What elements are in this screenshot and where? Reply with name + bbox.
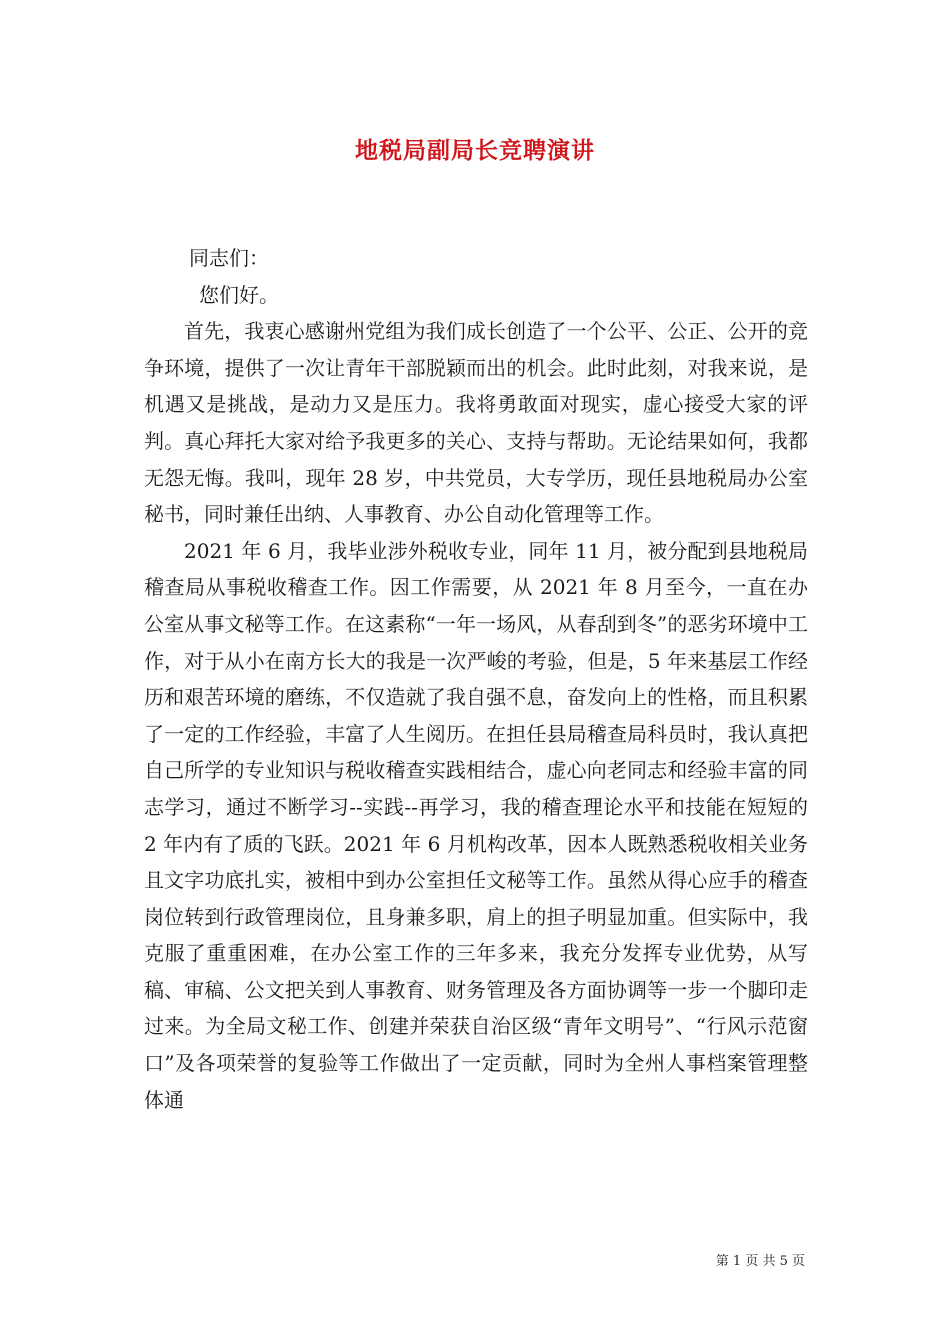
document-body	[144, 240, 808, 1118]
salutation: 同志们：	[189, 246, 269, 270]
paragraph: 2021 年 6 月，我毕业涉外税收专业，同年 11 月，被分配到县地税局稽查局从事税收稽查工作。因工作需要，从 2021 年 8 月至今，一直在办公室从事文秘等工作。在这素称“一年一场风，从春刮到冬”的恶劣环境中工作，对于从小在南方长大的我是一次严峻的考验，但是，5 年来基层工作经历和艰苦环境的磨练，不仅造就了我自强不息，奋发向上的性格，而且积累了一定的工作经验，丰富了人生阅历。在担任县局稽查局科员时，我认真把自己所学的专业知识与税收稽查实践相结合，虚心向老同志和经验丰富的同志学习，通过不断学习--实践--再学习，我的稽查理论水平和技能在短短的 2 年内有了质的飞跃。2021 年 6 月机构改革，因本人既熟悉税收相关业务且文字功底扎实，被相中到办公室担任文秘等工作。虽然从得心应手的稽查岗位转到行政管理岗位，且身兼多职，肩上的担子明显加重。但实际中，我克服了重重困难，在办公室工作的三年多来，我充分发挥专业优势，从写稿、审稿、公文把关到人事教育、财务管理及各方面协调等一步一个脚印走过来。为全局文秘工作、创建并荣获自治区级“青年文明号”、“行风示范窗口”及各项荣誉的复验等工作做出了一定贡献，同时为全州人事档案管理整体通	[144, 538, 808, 1112]
greeting: 您们好。	[199, 282, 279, 307]
paragraph: 首先，我衷心感谢州党组为我们成长创造了一个公平、公正、公开的竞争环境，提供了一次让青年干部脱颖而出的机会。此时此刻，对我来说，是机遇又是挑战，是动力又是压力。我将勇敢面对现实，虚心接受大家的评判。真心拜托大家对给予我更多的关心、支持与帮助。无论结果如何，我都无怨无悔。我叫，现年 28 岁，中共党员，大专学历，现任县地税局办公室秘书，同时兼任出纳、人事教育、办公自动化管理等工作。	[144, 319, 808, 527]
page-number: 第 1 页 共 5 页	[715, 1254, 805, 1269]
document-title: 地税局副局长竞聘演讲	[355, 137, 595, 164]
